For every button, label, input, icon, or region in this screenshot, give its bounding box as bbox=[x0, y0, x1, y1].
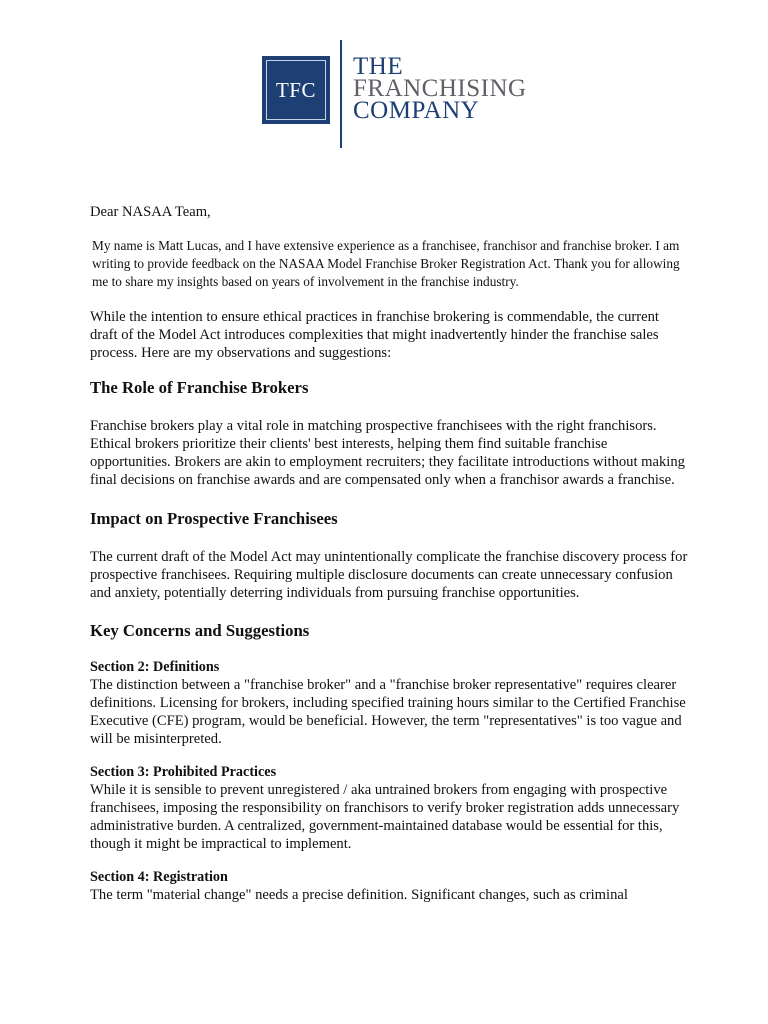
logo-divider bbox=[340, 40, 342, 148]
logo-wordmark bbox=[353, 53, 527, 124]
section-registration bbox=[90, 868, 690, 904]
heading-impact: Impact on Prospective Franchisees bbox=[90, 509, 338, 528]
section-body: The term "material change" needs a precise definition. Significant changes, such as criminal bbox=[90, 887, 628, 903]
impact-paragraph: The current draft of the Model Act may unintentionally complicate the franchise discovery process for prospective franchisees. Requiring multiple disclosure documents can create unnecessary confusion and anxiety, potentially deterring individuals from pursuing franchise opportunities. bbox=[90, 549, 688, 601]
section-body: The distinction between a "franchise broker" and a "franchise broker representative" requires clearer definitions. Licensing for brokers, including specified training hours similar to the Certified Franchise Executive (CFE) program, would be beneficial. However, the term "representatives" is too vague and will be misinterpreted. bbox=[90, 677, 686, 747]
logo-initials: TFC bbox=[266, 60, 326, 120]
logo-line-3: COMPANY bbox=[353, 97, 480, 124]
section-definitions bbox=[90, 658, 690, 748]
opening-paragraph: While the intention to ensure ethical practices in franchise brokering is commendable, the current draft of the Model Act introduces complexities that might inadvertently hinder the franchise sales process. Here are my observations and suggestions: bbox=[90, 309, 659, 361]
logo-mark bbox=[262, 56, 330, 124]
section-prohibited-practices bbox=[90, 763, 690, 853]
heading-role-of-brokers: The Role of Franchise Brokers bbox=[90, 378, 309, 397]
section-title: Section 3: Prohibited Practices bbox=[90, 764, 277, 780]
section-title: Section 2: Definitions bbox=[90, 659, 220, 675]
letter-body bbox=[90, 203, 690, 919]
logo-line-1: THE bbox=[353, 53, 404, 80]
section-title: Section 4: Registration bbox=[90, 869, 228, 885]
section-body: While it is sensible to prevent unregistered / aka untrained brokers from engaging with prospective franchisees, imposing the responsibility on franchisors to verify broker registration adds unnecessary administrative burden. A centralized, government-maintained database would be essential for this, though it might be impractical to implement. bbox=[90, 782, 680, 852]
company-logo bbox=[262, 40, 552, 148]
salutation: Dear NASAA Team, bbox=[90, 204, 211, 220]
role-paragraph: Franchise brokers play a vital role in matching prospective franchisees with the right franchisors. Ethical brokers prioritize their clients' best interests, helping them find suitable franchise opportunities. Brokers are akin to employment recruiters; they facilitate introductions without making final decisions on franchise awards and are compensated only when a franchisor awards a franchise. bbox=[90, 418, 685, 488]
heading-key-concerns: Key Concerns and Suggestions bbox=[90, 621, 310, 640]
intro-paragraph: My name is Matt Lucas, and I have extensive experience as a franchisee, franchisor and franchise broker. I am writing to provide feedback on the NASAA Model Franchise Broker Registration Act. Thank you for allowing me to share my insights based on years of involvement in the franchise industry. bbox=[92, 238, 680, 289]
logo-line-2: FRANCHISING bbox=[353, 75, 527, 102]
